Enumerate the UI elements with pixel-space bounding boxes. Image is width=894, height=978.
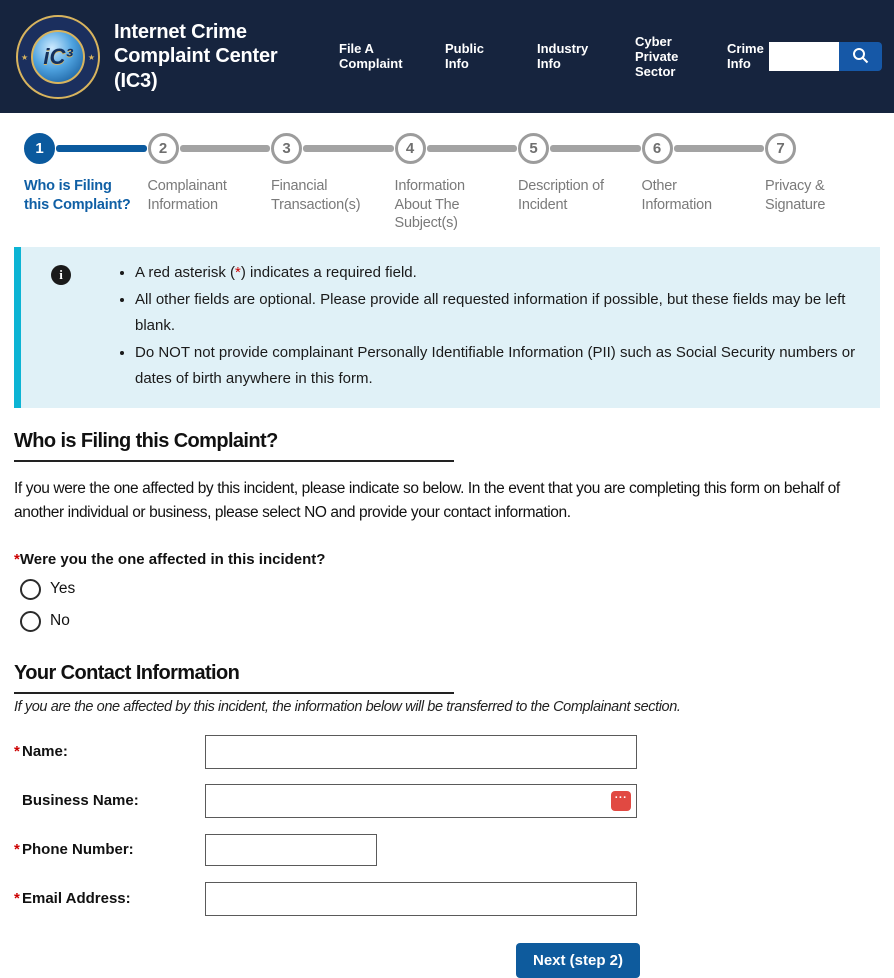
info-bullet-optional-fields: • All other fields are optional. Please provide all requested information if possible, but these fields may be left blank. (135, 287, 862, 339)
required-asterisk: * (14, 743, 20, 761)
step-circle[interactable]: 4 (395, 133, 426, 164)
email-address-input[interactable] (205, 882, 637, 916)
step-circle[interactable]: 7 (765, 133, 796, 164)
radio-button-yes[interactable] (20, 579, 41, 600)
required-asterisk: * (14, 890, 20, 908)
step-7-privacy-signature[interactable] (765, 133, 889, 233)
search-icon (852, 47, 869, 67)
seal-star-icon: ★ (21, 52, 29, 62)
site-title: Internet Crime Complaint Center (IC3) (114, 20, 278, 92)
step-6-other-information[interactable] (642, 133, 766, 233)
ic3-logo-text: iC³ (43, 43, 73, 69)
required-asterisk: * (235, 263, 241, 281)
phone-number-field-label: * Phone Number: (14, 841, 134, 859)
step-connector (180, 145, 271, 152)
name-field-label: * Name: (14, 743, 68, 761)
nav-industry-info[interactable]: Industry Info (537, 41, 589, 72)
business-name-input[interactable] (205, 784, 637, 818)
main-nav (339, 34, 769, 80)
info-bullet-required-field: • A red asterisk (*) indicates a required field. (135, 260, 862, 286)
step-1-who-is-filing[interactable] (24, 133, 148, 233)
step-4-information-about-subjects[interactable] (395, 133, 519, 233)
search-bar (769, 42, 882, 71)
info-icon: i (51, 265, 71, 285)
progress-stepper (0, 113, 894, 233)
step-label: Privacy & Signature (765, 178, 826, 213)
step-circle[interactable]: 6 (642, 133, 673, 164)
required-asterisk: * (14, 841, 20, 859)
step-connector (56, 145, 147, 152)
form-row-phone-number (14, 833, 894, 867)
form-row-business-name (14, 784, 894, 818)
search-button[interactable] (839, 42, 882, 71)
radio-option-yes[interactable] (20, 579, 894, 600)
step-connector (674, 145, 765, 152)
radio-option-no[interactable] (20, 611, 894, 632)
info-bullet-list (117, 260, 862, 393)
password-manager-autofill-icon[interactable]: ··· (611, 791, 631, 811)
search-input[interactable] (769, 42, 839, 71)
step-circle[interactable]: 2 (148, 133, 179, 164)
step-connector (303, 145, 394, 152)
step-circle[interactable]: 3 (271, 133, 302, 164)
step-label: Information About The Subject(s) (394, 178, 465, 232)
step-3-financial-transactions[interactable] (271, 133, 395, 233)
form-row-email-address (14, 882, 894, 916)
affected-question-label: *Were you the one affected in this incident? (14, 550, 326, 568)
step-2-complainant-information[interactable] (148, 133, 272, 233)
nav-file-a-complaint[interactable]: File A Complaint (339, 41, 403, 72)
step-label: Other Information (641, 178, 712, 213)
radio-label-yes: Yes (50, 580, 76, 598)
section-heading-contact-information: Your Contact Information (14, 662, 454, 694)
ic3-logo-seal[interactable] (16, 15, 100, 99)
ic3-logo-globe (31, 30, 85, 84)
email-address-field-label: * Email Address: (14, 890, 131, 908)
info-notice-box (14, 247, 880, 408)
info-bullet-no-pii: • Do NOT not provide complainant Personally Identifiable Information (PII) such as Social Security numbers or dates of birth anywhere in this form. (135, 340, 862, 392)
name-input[interactable] (205, 735, 637, 769)
business-name-field-label: Business Name: (22, 792, 139, 810)
step-connector (427, 145, 518, 152)
form-row-name (14, 735, 894, 769)
phone-number-input[interactable] (205, 834, 377, 866)
header (0, 0, 894, 113)
contact-section-note: If you are the one affected by this incident, the information below will be transferred to the Complainant section. (14, 698, 681, 715)
required-asterisk: * (14, 550, 20, 568)
radio-label-no: No (50, 612, 70, 630)
step-label: Who is Filing this Complaint? (24, 178, 131, 213)
step-label: Financial Transaction(s) (271, 178, 361, 213)
step-circle[interactable]: 5 (518, 133, 549, 164)
step-connector (550, 145, 641, 152)
next-step-button[interactable]: Next (step 2) (516, 943, 640, 978)
nav-cyber-private-sector[interactable]: Cyber Private Sector (635, 33, 679, 80)
section-heading-who-is-filing: Who is Filing this Complaint? (14, 430, 454, 462)
step-5-description-of-incident[interactable] (518, 133, 642, 233)
seal-star-icon: ★ (87, 52, 95, 62)
step-label: Description of Incident (518, 178, 604, 213)
nav-public-info[interactable]: Public Info (445, 41, 485, 72)
section-intro-text: If you were the one affected by this incident, please indicate so below. In the event that you are completing this form on behalf of another individual or business, please select NO and provide your contact information. (14, 479, 840, 521)
contact-form (0, 735, 894, 978)
radio-button-no[interactable] (20, 611, 41, 632)
step-label: Complainant Information (147, 178, 227, 213)
step-circle[interactable]: 1 (24, 133, 55, 164)
nav-crime-info[interactable]: Crime Info (727, 41, 764, 72)
